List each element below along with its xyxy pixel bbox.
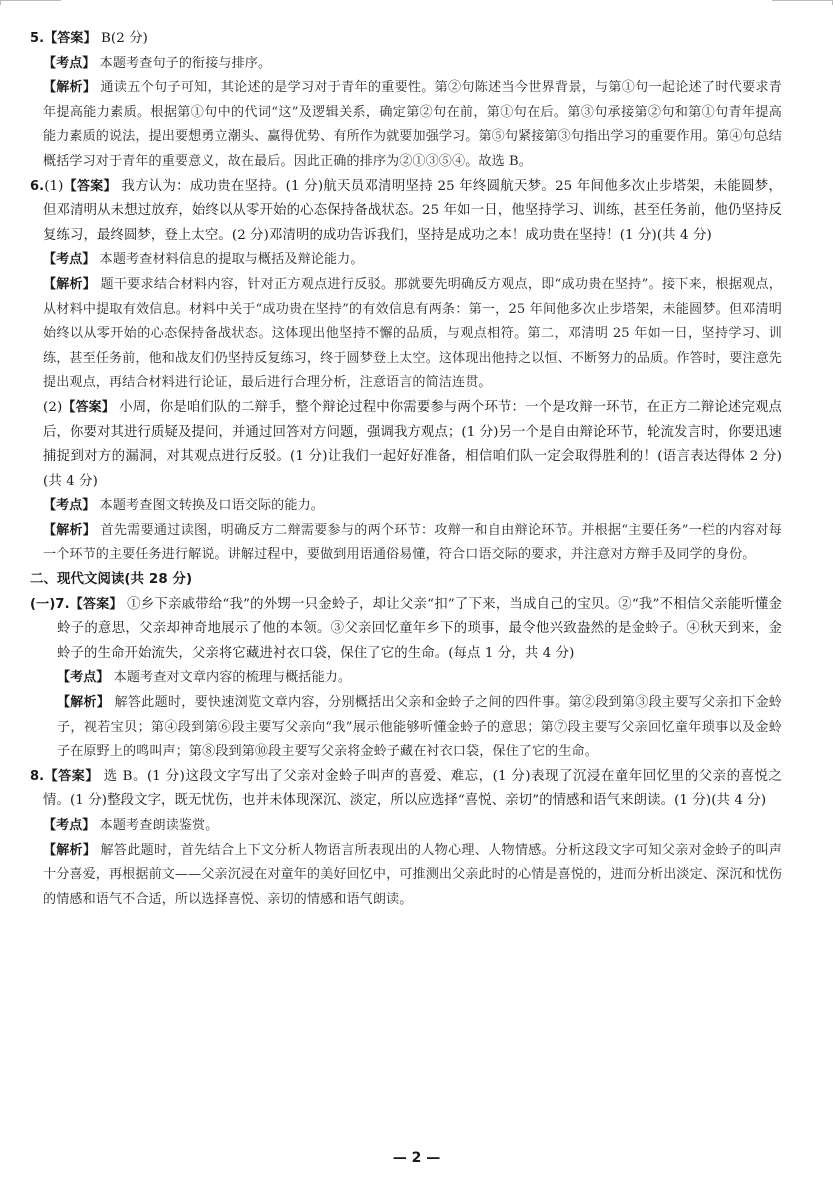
q5-answer: 5.【答案】 B(2 分) [30, 31, 149, 46]
page-number: — 2 — [392, 1150, 441, 1166]
q6-2-answer: (2)【答案】 小周，你是咱们队的二辩手，整个辩论过程中你需要参与两个环节：一个是攻辩一环节，在正方二辩论述完观点后，你要对其进行质疑及提问，并通过回答对方问题，强调我方观点；(1 分)另一个是自由辩论环节，轮流发言时，你要迅速捕捉到对方的漏洞，对其观点进行反驳。(1 分)让我们一起好好准备，相信咱们队一定会取得胜利的！(语言表达得体 2 分)(共 4 分) [43, 399, 782, 489]
q6-2-kaodian: 【考点】 本题考查图文转换及口语交际的能力。 [43, 498, 324, 514]
q8-answer: 8.【答案】 选 B。(1 分)这段文字写出了父亲对金蛉子叫声的喜爱、难忘，(1 分)表现了沉浸在童年回忆里的父亲的喜悦之情。(1 分)整段文字，既无忧伤，也并未体现深沉、淡定，所以应选择“喜悦、亲切”的情感和语气来朗读。(1 分)(共 4 分) [30, 768, 782, 809]
q6-1-kaodian: 【考点】 本题考查材料信息的提取与概括及辩论能力。 [43, 252, 364, 268]
q6-1-jiexi: 【解析】 题干要求结合材料内容，针对正方观点进行反驳。那就要先明确反方观点，即“成功贵在坚持”。接下来，根据观点，从材料中提取有效信息。材料中关于“成功贵在坚持”的有效信息有两条：第一，25 年间他多次止步塔架，未能圆梦。但邓清明始终以从零开始的心态保持备战状态。这体现出他坚持不懈的品质，与观点相符。第二，邓清明 25 年如一日，坚持学习、训练，甚至任务前，他和战友们仍坚持反复练习，终于圆梦登上太空。这体现出他持之以恒、不断努力的品质。作答时，要注意先提出观点，再结合材料进行论证，最后进行合理分析，注意语言的简洁连贯。 [43, 276, 782, 391]
q6-2-jiexi: 【解析】 首先需要通过读图，明确反方二辩需要参与的两个环节：攻辩一和自由辩论环节。并根据“主要任务”一栏的内容对每一个环节的主要任务进行解说。讲解过程中，要做到用语通俗易懂，符合口语交际的要求，并注意对方辩手及同学的身份。 [43, 522, 782, 563]
section-heading: 二、现代文阅读(共 28 分) [30, 572, 193, 588]
crop-mark-right [772, 0, 833, 5]
q6-1-answer: 6.(1)【答案】 我方认为：成功贵在坚持。(1 分)航天员邓清明坚持 25 年终圆航天梦。25 年间他多次止步塔架，未能圆梦，但邓清明从未想过放弃，始终以从零开始的心态保持备战状态。25 年如一日，他坚持学习、训练，甚至任务前，他仍坚持反复练习，最终圆梦，登上太空。(2 分)邓清明的成功告诉我们，坚持是成功之本！成功贵在坚持！(1 分)(共 4 分) [30, 178, 782, 243]
crop-mark-left [0, 0, 61, 5]
q5-jiexi: 【解析】 通读五个句子可知，其论述的是学习对于青年的重要性。第②句陈述当今世界背景，与第①句一起论述了时代要求青年提高能力素质。根据第①句中的代词“这”及逻辑关系，确定第②句在前，第①句在后。第③句承接第②句和第①句青年提高能力素质的说法，提出要想勇立潮头、赢得优势、有所作为就要加强学习。第⑤句紧接第③句指出学习的重要作用。第④句总结概括学习对于青年的重要意义，故在最后。因此正确的排序为②①③⑤④。故选 B。 [43, 80, 782, 169]
q7-jiexi: 【解析】 解答此题时，要快速浏览文章内容，分别概括出父亲和金蛉子之间的四件事。第②段到第③段主要写父亲扣下金蛉子，视若宝贝；第④段到第⑥段主要写父亲向“我”展示他能够听懂金蛉子的意思；第⑦段主要写父亲回忆童年琐事以及金蛉子在原野上的鸣叫声；第⑧段到第⑩段主要写父亲将金蛉子藏在衬衣口袋，保住了它的生命。 [57, 695, 782, 760]
q7-answer: (一)7.【答案】 ①乡下亲戚带给“我”的外甥一只金蛉子，却让父亲“扣”了下来，当成自己的宝贝。②“我”不相信父亲能听懂金蛉子的意思，父亲却神奇地展示了他的本领。③父亲回忆童年乡下的琐事，最令他兴致盎然的是金蛉子。④秋天到来，金蛉子的生命开始流失，父亲将它藏进衬衣口袋，保住了它的生命。(每点 1 分，共 4 分) [30, 596, 782, 661]
q8-kaodian: 【考点】 本题考查朗读鉴赏。 [43, 818, 219, 833]
q7-kaodian: 【考点】 本题考查对文章内容的梳理与概括能力。 [57, 670, 352, 686]
q5-kaodian: 【考点】 本题考查句子的衔接与排序。 [43, 55, 272, 71]
document-body [30, 27, 782, 912]
q8-jiexi: 【解析】 解答此题时，首先结合上下文分析人物语言所表现出的人物心理、人物情感。分析这段文字可知父亲对金蛉子的叫声十分喜爱，再根据前文——父亲沉浸在对童年的美好回忆中，可推测出父亲此时的心情是喜悦的，进而分析出淡定、深沉和忧伤的情感和语气不合适，所以选择喜悦、亲切的情感和语气朗读。 [43, 842, 782, 907]
